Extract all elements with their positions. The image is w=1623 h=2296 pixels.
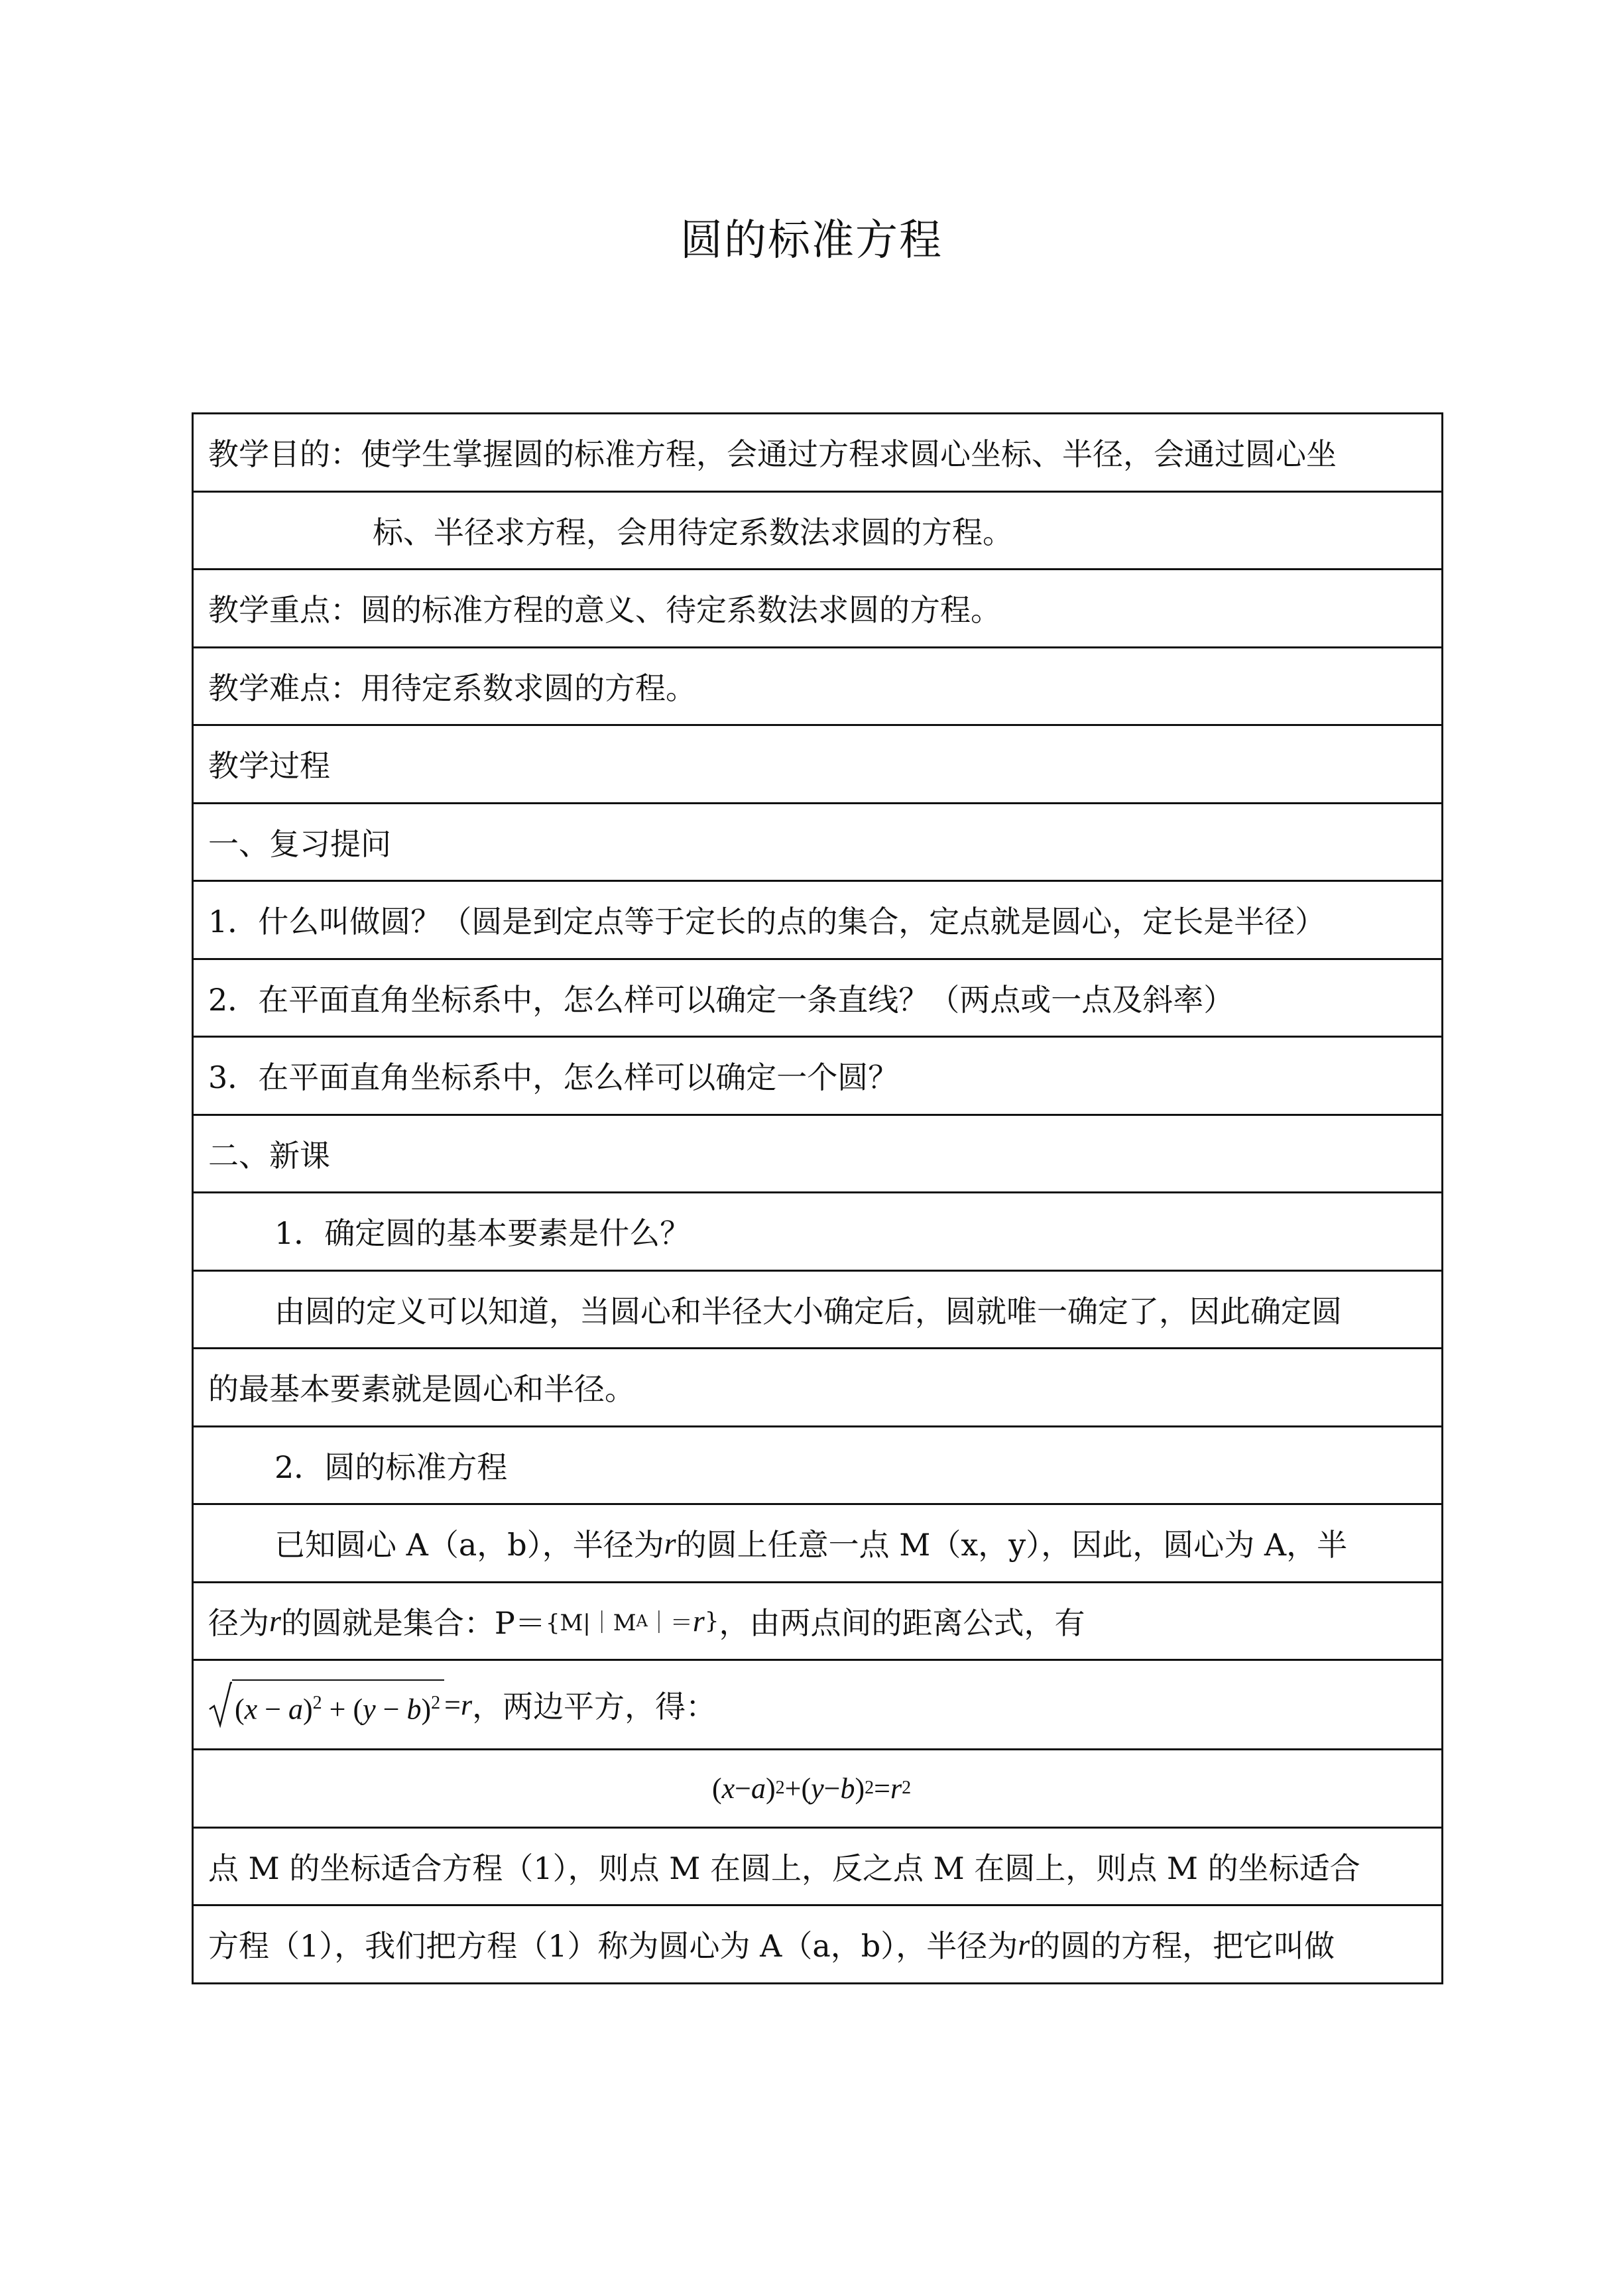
difficulties-text: 教学难点：用待定系数求圆的方程。: [208, 670, 696, 706]
review-question-1: 1．什么叫做圆？（圆是到定点等于定长的点的集合，定点就是圆心，定长是半径）: [208, 904, 1326, 940]
review-heading-row: [194, 804, 1441, 882]
difficulties-row: [194, 648, 1441, 727]
minus-sign: −: [257, 1693, 289, 1726]
exponent: 2: [902, 1778, 912, 1799]
page-title: 圆的标准方程: [680, 216, 943, 265]
review-question-2-row: [194, 960, 1441, 1038]
lesson-plan-table: [192, 412, 1443, 1984]
definition-paragraph-row: [194, 1272, 1441, 1350]
radius-symbol: r: [1018, 1927, 1030, 1961]
new-lesson-heading: 二、新课: [208, 1137, 330, 1174]
paren: ): [421, 1693, 432, 1726]
radicand: [232, 1679, 444, 1730]
conclusion-text-2a: 方程（1），我们把方程（1）称为圆心为 A（a，b），半径为: [208, 1928, 1018, 1964]
objective-text: 教学目的：使学生掌握圆的标准方程，会通过方程求圆心坐标、半径，会通过圆心坐: [208, 436, 1337, 473]
set-notation-close: }: [704, 1607, 719, 1634]
basic-elements-question: 1．确定圆的基本要素是什么？: [274, 1215, 691, 1252]
square-root-icon: [208, 1681, 232, 1728]
process-heading: 教学过程: [208, 748, 330, 784]
definition-paragraph-row-continued: [194, 1349, 1441, 1427]
paren: ): [765, 1772, 776, 1805]
paren: ): [855, 1772, 865, 1805]
derivation-row-2: [194, 1583, 1441, 1662]
distance-formula: [208, 1679, 472, 1730]
paren: (: [235, 1693, 245, 1726]
distance-formula-tail: ，两边平方，得：: [472, 1689, 717, 1724]
objective-row-continued: [194, 493, 1441, 571]
var-x: x: [721, 1772, 735, 1805]
radius-symbol: r: [461, 1688, 473, 1721]
var-a: a: [288, 1693, 304, 1726]
derivation-text-2c: ，由两点间的距离公式，有: [719, 1604, 1085, 1641]
standard-equation-row: [194, 1750, 1441, 1829]
var-y: y: [363, 1693, 376, 1726]
derivation-text-1a: 已知圆心 A（a，b），半径为: [274, 1527, 664, 1563]
review-heading: 一、复习提问: [208, 825, 391, 862]
standard-equation-heading: 2．圆的标准方程: [274, 1449, 508, 1485]
exponent: 2: [865, 1778, 874, 1799]
exponent: 2: [431, 1693, 441, 1714]
radius-symbol: r: [664, 1526, 676, 1560]
radius-symbol: r: [890, 1772, 902, 1805]
radius-symbol: r: [269, 1604, 281, 1638]
derivation-row-1: [194, 1505, 1441, 1583]
key-points-row: [194, 570, 1441, 648]
derivation-text-1b: 的圆上任意一点 M（x，y），因此，圆心为 A，半: [676, 1527, 1348, 1563]
conclusion-text-2b: 的圆的方程，把它叫做: [1030, 1928, 1335, 1964]
review-question-1-row: [194, 882, 1441, 960]
derivation-text-2b: 的圆就是集合：P＝: [280, 1604, 546, 1641]
standard-equation-heading-row: [194, 1427, 1441, 1506]
definition-paragraph: 由圆的定义可以知道，当圆心和半径大小确定后，圆就唯一确定了，因此确定圆: [274, 1293, 1342, 1329]
radius-symbol: r: [692, 1604, 705, 1638]
var-y: y: [811, 1772, 824, 1805]
exponent: 2: [775, 1778, 785, 1799]
var-b: b: [840, 1772, 855, 1805]
equals-sign: =: [874, 1772, 890, 1805]
var-b: b: [406, 1693, 422, 1726]
exponent: 2: [312, 1693, 322, 1714]
review-question-3-row: [194, 1038, 1441, 1116]
conclusion-row-2: [194, 1906, 1441, 1984]
objective-text-continued: 标、半径求方程，会用待定系数法求圆的方程。: [373, 514, 1013, 550]
minus-sign: −: [375, 1693, 407, 1726]
plus-sign: +: [322, 1693, 353, 1726]
new-lesson-heading-row: [194, 1116, 1441, 1194]
review-question-2: 2．在平面直角坐标系中，怎么样可以确定一条直线？（两点或一点及斜率）: [208, 981, 1234, 1018]
set-notation-equals: ｜＝: [647, 1610, 693, 1637]
basic-elements-question-row: [194, 1193, 1441, 1272]
var-x: x: [244, 1693, 258, 1726]
conclusion-text-1: 点 M 的坐标适合方程（1），则点 M 在圆上，反之点 M 在圆上，则点 M 的坐标适合: [208, 1850, 1360, 1886]
distance-formula-row: [194, 1661, 1441, 1750]
objective-row: [194, 414, 1441, 493]
equals-sign: =: [444, 1688, 461, 1721]
minus-sign: −: [735, 1772, 751, 1805]
paren: (: [801, 1772, 812, 1805]
paren: (: [711, 1772, 722, 1805]
set-notation-subscript: A: [636, 1611, 648, 1630]
plus-sign: +: [784, 1772, 802, 1805]
paren: (: [353, 1693, 363, 1726]
set-notation-open: {M|｜M: [545, 1610, 636, 1637]
conclusion-row-1: [194, 1829, 1441, 1907]
definition-paragraph-continued: 的最基本要素就是圆心和半径。: [208, 1371, 635, 1408]
key-points-text: 教学重点：圆的标准方程的意义、待定系数法求圆的方程。: [208, 592, 1001, 629]
minus-sign: −: [823, 1772, 841, 1805]
derivation-text-2a: 径为: [208, 1604, 269, 1641]
standard-equation: [712, 1772, 911, 1805]
var-a: a: [751, 1772, 766, 1805]
review-question-3: 3．在平面直角坐标系中，怎么样可以确定一个圆？: [208, 1059, 899, 1096]
paren: ): [303, 1693, 313, 1726]
process-heading-row: [194, 726, 1441, 804]
